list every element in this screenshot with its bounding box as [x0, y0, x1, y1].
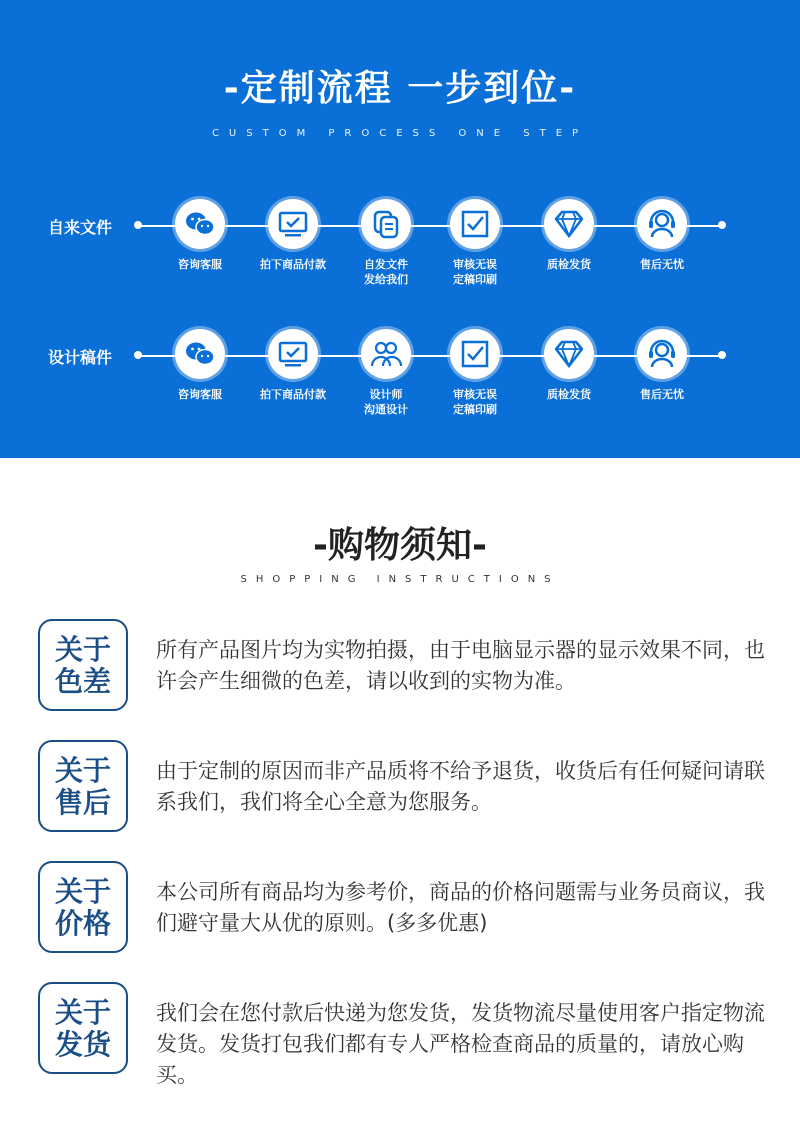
step-label: 咨询客服: [178, 258, 222, 271]
step-label: 拍下商品付款: [260, 388, 326, 401]
notice-badge: 关于 售后: [38, 740, 128, 832]
notice-text: 所有产品图片均为实物拍摄，由于电脑显示器的显示效果不同，也许会产生细微的色差，请以收到的实物为准。: [156, 638, 765, 693]
step-label: 设计师 沟通设计: [364, 388, 408, 416]
step-label: 售后无忧: [640, 388, 684, 401]
wechat-icon: [175, 329, 225, 379]
timeline-line: [140, 225, 722, 227]
notice-text: 我们会在您付款后快递为您发货，发货物流尽量使用客户指定物流发货。发货打包我们都有专人严格检查商品的质量的，请放心购买。: [156, 1001, 765, 1087]
notice-badge: 关于 发货: [38, 982, 128, 1074]
timeline-line: [140, 355, 722, 357]
row-label: 设计稿件: [48, 348, 113, 367]
timeline-dot: [134, 221, 142, 229]
timeline-dot: [134, 351, 142, 359]
process-row-own-files: [0, 195, 800, 305]
timeline-dot: [718, 351, 726, 359]
notice-shipping: [0, 978, 800, 1087]
headset-support-icon: [637, 199, 687, 249]
wechat-icon: [175, 199, 225, 249]
step-label: 自发文件 发给我们: [364, 258, 408, 286]
checkbox-icon: [450, 329, 500, 379]
step-label: 售后无忧: [640, 258, 684, 271]
notice-badge: 关于 色差: [38, 619, 128, 711]
shopping-title: -购物须知-: [313, 525, 487, 566]
monitor-check-icon: [268, 199, 318, 249]
row-label: 自来文件: [48, 218, 113, 237]
checkbox-icon: [450, 199, 500, 249]
process-subtitle: CUSTOM PROCESS ONE STEP: [211, 128, 589, 139]
document-copy-icon: [361, 199, 411, 249]
step-label: 咨询客服: [178, 388, 222, 401]
process-row-design: [0, 325, 800, 435]
notice-price: [0, 857, 800, 957]
step-label: 质检发货: [547, 258, 591, 271]
step-label: 审核无误 定稿印刷: [453, 258, 497, 286]
notice-badge: 关于 价格: [38, 861, 128, 953]
shopping-subtitle: SHOPPING INSTRUCTIONS: [240, 574, 560, 585]
notice-after-sales: [0, 736, 800, 836]
notice-color-difference: [0, 615, 800, 715]
step-label: 质检发货: [547, 388, 591, 401]
notice-text: 本公司所有商品均为参考价，商品的价格问题需与业务员商议，我们避守量大从优的原则。(多多优惠): [156, 880, 765, 935]
monitor-check-icon: [268, 329, 318, 379]
process-title: -定制流程 一步到位-: [223, 68, 577, 109]
notice-text: 由于定制的原因而非产品质将不给予退货，收货后有任何疑问请联系我们，我们将全心全意为您服务。: [156, 759, 765, 814]
timeline-dot: [718, 221, 726, 229]
diamond-icon: [544, 199, 594, 249]
custom-process-panel: [0, 0, 800, 458]
headset-support-icon: [637, 329, 687, 379]
step-label: 拍下商品付款: [260, 258, 326, 271]
step-label: 审核无误 定稿印刷: [453, 388, 497, 416]
diamond-icon: [544, 329, 594, 379]
designers-icon: [361, 329, 411, 379]
